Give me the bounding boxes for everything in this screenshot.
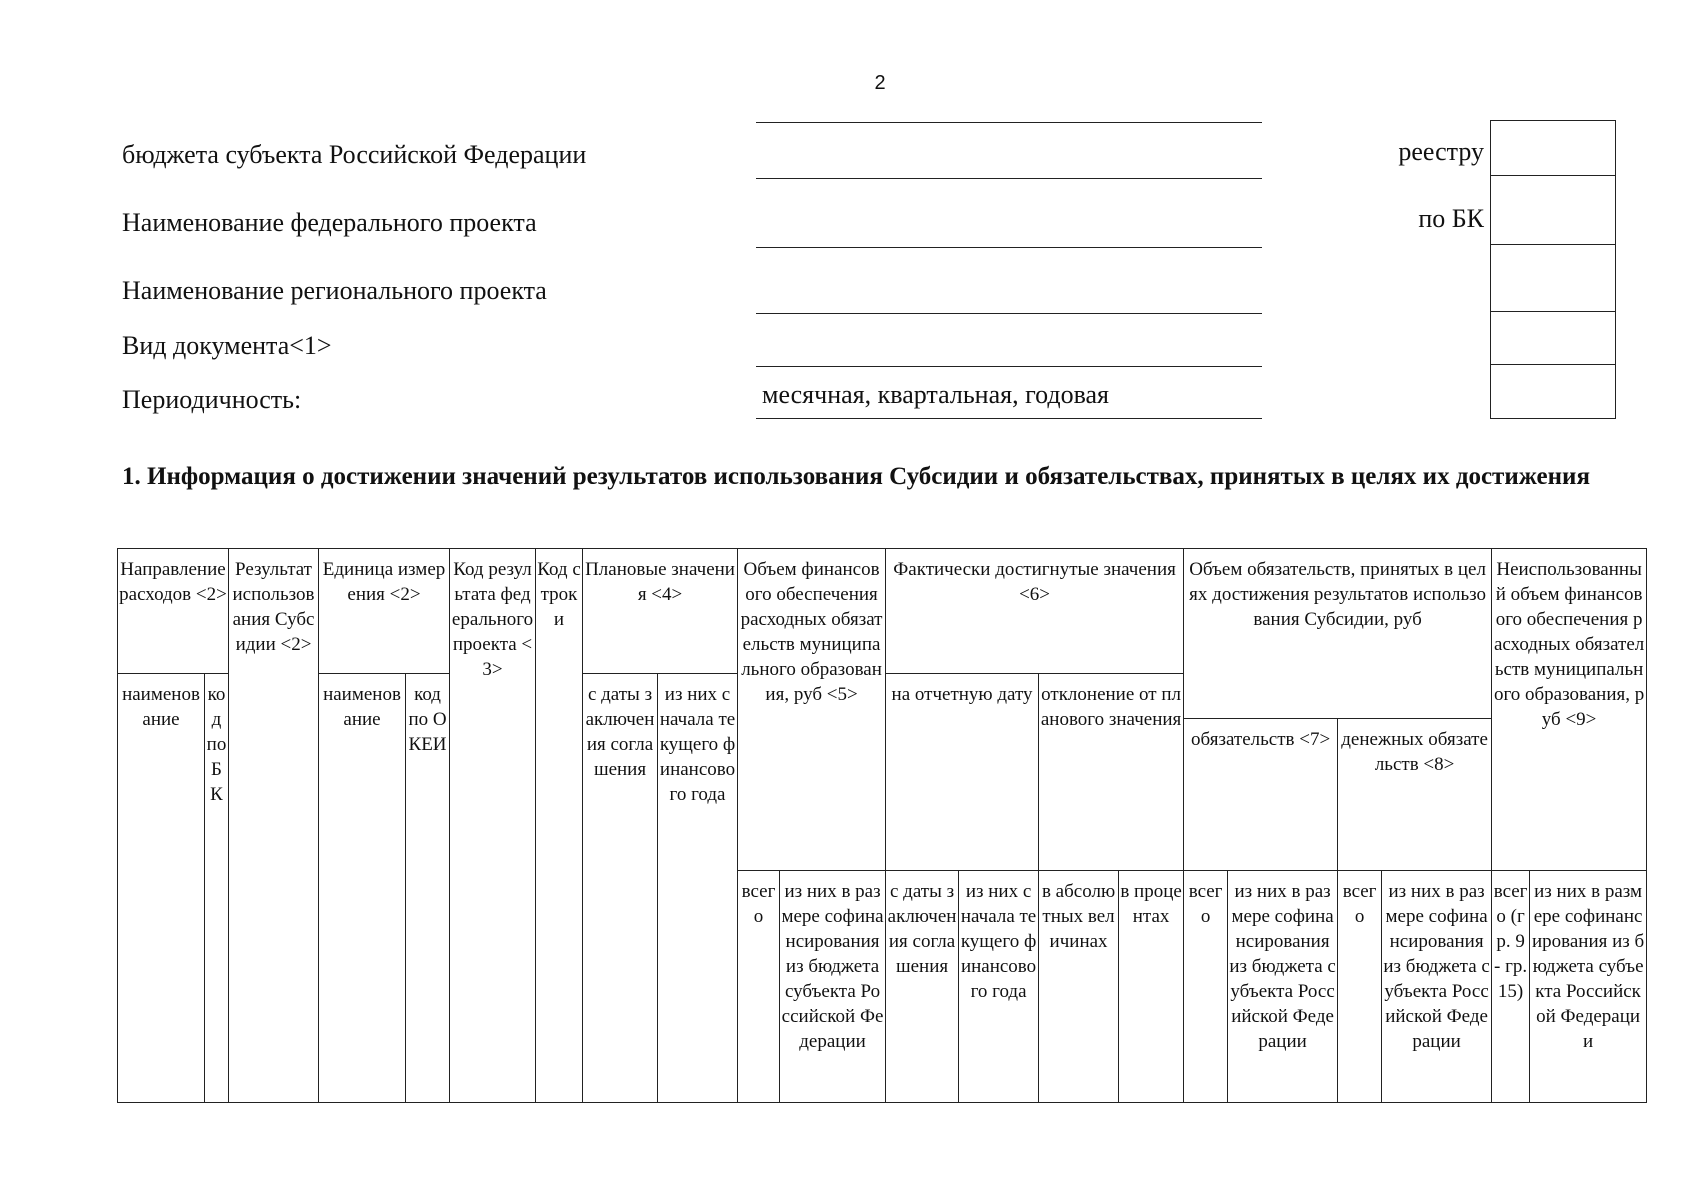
page-number: 2 — [874, 72, 886, 94]
col-fact-agreement: с даты заключения соглашения — [886, 871, 959, 1103]
col-direction: Направление расходов <2> — [118, 549, 229, 674]
col-dev-absolute: в абсолютных величинах — [1039, 871, 1119, 1103]
col-unit-name: наименование — [319, 674, 406, 1103]
col-oblig-cofin: из них в размере софинансирования из бюджета субъекта Российской Федерации — [1228, 871, 1338, 1103]
col-fact: Фактически достигнутые значения <6> — [886, 549, 1184, 674]
col-unit-code: код по ОКЕИ — [406, 674, 450, 1103]
federal-project-field[interactable] — [756, 247, 1262, 248]
col-plan-year: из них с начала текущего финансового года — [658, 674, 738, 1103]
budget-field[interactable] — [756, 178, 1262, 179]
results-table — [117, 548, 1647, 1103]
col-obligations: Объем обязательств, принятых в целях достижения результатов использования Субсидии, руб — [1184, 549, 1492, 719]
periodicity-value: месячная, квартальная, годовая — [762, 380, 1110, 409]
col-result-code: Код результата федерального проекта <3> — [450, 549, 536, 1103]
document-type-field[interactable] — [756, 366, 1262, 367]
document-type-label: Вид документа<1> — [122, 331, 332, 360]
budget-label: бюджета субъекта Российской Федерации — [122, 140, 587, 169]
section-title: 1. Информация о достижении значений результатов использования Субсидии и обязательствах, принятых в целях их достижения — [122, 463, 1590, 490]
col-row-code: Код строки — [536, 549, 583, 1103]
regional-project-field[interactable] — [756, 313, 1262, 314]
col-fact-date: на отчетную дату — [886, 674, 1039, 871]
col-deviation: отклонение от планового значения — [1039, 674, 1184, 871]
doctype-code-cell[interactable] — [1491, 312, 1615, 365]
federal-project-label: Наименование федерального проекта — [122, 208, 537, 237]
col-result: Результат использования Субсидии <2> — [229, 549, 319, 1103]
code-box-column — [1490, 120, 1616, 419]
col-unused: Неиспользованный объем финансового обеспечения расходных обязательств муниципального образования, руб <9> — [1492, 549, 1647, 871]
col-obligations-7: обязательств <7> — [1184, 719, 1338, 871]
periodicity-label: Периодичность: — [122, 385, 302, 414]
periodicity-code-cell[interactable] — [1491, 365, 1615, 419]
col-money-8: денежных обязательств <8> — [1338, 719, 1492, 871]
regional-code-cell[interactable] — [1491, 245, 1615, 312]
col-volume-total: всего — [738, 871, 780, 1103]
col-direction-name: наименование — [118, 674, 205, 1103]
col-oblig-total: всего — [1184, 871, 1228, 1103]
col-money-cofin: из них в размере софинансирования из бюджета субъекта Российской Федерации — [1382, 871, 1492, 1103]
col-money-total: всего — [1338, 871, 1382, 1103]
bk-code-cell[interactable] — [1491, 176, 1615, 245]
registry-code-cell[interactable] — [1491, 121, 1615, 176]
periodicity-field[interactable] — [756, 418, 1262, 419]
registry-code-label: реестру — [1398, 137, 1484, 166]
regional-project-label: Наименование регионального проекта — [122, 276, 547, 305]
col-fact-year: из них с начала текущего финансового года — [959, 871, 1039, 1103]
col-dev-percent: в процентах — [1119, 871, 1184, 1103]
col-unused-total: всего (гр. 9 - гр. 15) — [1492, 871, 1530, 1103]
col-plan-agreement: с даты заключения соглашения — [583, 674, 658, 1103]
col-volume: Объем финансового обеспечения расходных обязательств муниципального образования, руб <5> — [738, 549, 886, 871]
col-unit: Единица измерения <2> — [319, 549, 450, 674]
col-unused-cofin: из них в размере софинансирования из бюджета субъекта Российской Федерации — [1530, 871, 1647, 1103]
bk-code-label: по БК — [1418, 204, 1484, 233]
col-direction-code: код по БК — [205, 674, 229, 1103]
header-line — [756, 122, 1262, 123]
col-volume-cofin: из них в размере софинансирования из бюджета субъекта Российской Федерации — [780, 871, 886, 1103]
col-plan: Плановые значения <4> — [583, 549, 738, 674]
